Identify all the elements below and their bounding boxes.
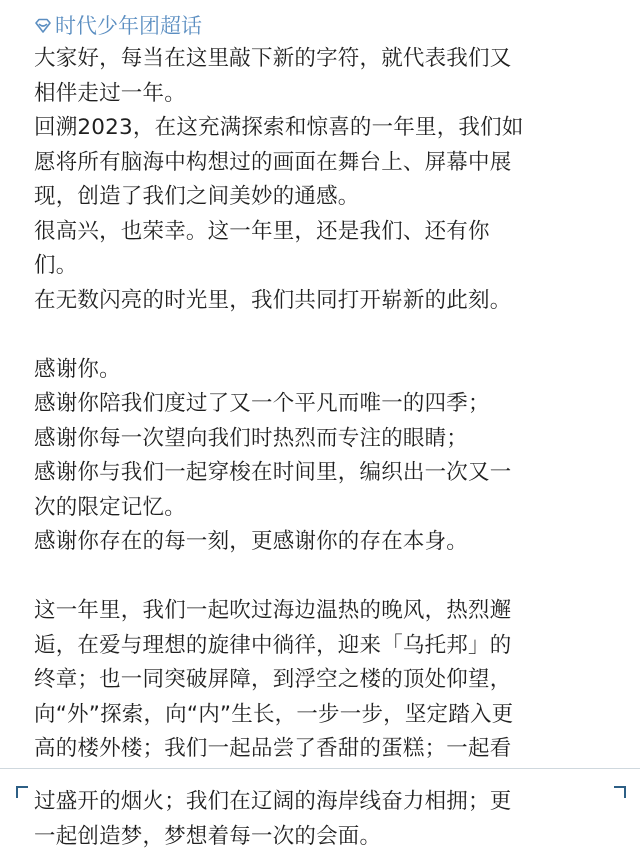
body-line: 一起创造梦，梦想着每一次的会面。 (34, 823, 382, 849)
body-line: 次的限定记忆。 (34, 494, 186, 520)
body-line: 感谢你与我们一起穿梭在时间里，编织出一次又一 (34, 460, 512, 485)
diamond-icon (34, 17, 52, 35)
body-line: 大家好，每当在这里敲下新的字符，就代表我们又 (34, 46, 512, 71)
topic-label: 时代少年团超话 (55, 14, 202, 38)
body-line: 相伴走过一年。 (34, 80, 186, 106)
body-line: 向“外”探索，向“内”生长，一步一步，坚定踏入更 (34, 701, 514, 727)
body-line: 愿将所有脑海中构想过的画面在舞台上、屏幕中展 (34, 149, 512, 175)
body-line: 感谢你存在的每一刻，更感谢你的存在本身。 (34, 529, 469, 554)
body-line: 感谢你每一次望向我们时热烈而专注的眼睛； (34, 425, 469, 451)
body-line: 回溯2023，在这充满探索和惊喜的一年里，我们如 (34, 115, 524, 140)
body-line: 感谢你。 (34, 356, 121, 382)
body-line: 高的楼外楼；我们一起品尝了香甜的蛋糕；一起看 (34, 736, 512, 761)
crop-corner-left (16, 786, 28, 798)
body-line: 终章；也一同突破屏障，到浮空之楼的顶处仰望， (34, 667, 512, 692)
post-body-continued (34, 785, 624, 854)
topic-tag[interactable] (34, 11, 202, 41)
body-line: 过盛开的烟火；我们在辽阔的海岸线奋力相拥；更 (34, 789, 512, 814)
body-line: 很高兴，也荣幸。这一年里，还是我们、还有你 (34, 218, 490, 244)
body-line: 在无数闪亮的时光里，我们共同打开崭新的此刻。 (34, 287, 512, 313)
body-line: 感谢你陪我们度过了又一个平凡而唯一的四季； (34, 391, 490, 416)
screenshot-seam (0, 768, 640, 779)
body-line: 这一年里，我们一起吹过海边温热的晚风，热烈邂 (34, 598, 512, 623)
body-line: 现，创造了我们之间美妙的通感。 (34, 184, 360, 209)
blank-line (34, 318, 624, 353)
body-line: 们。 (34, 253, 78, 278)
blank-line (34, 560, 624, 595)
post-body (34, 42, 624, 767)
body-line: 逅，在爱与理想的旋律中徜徉，迎来「乌托邦」的 (34, 632, 512, 658)
